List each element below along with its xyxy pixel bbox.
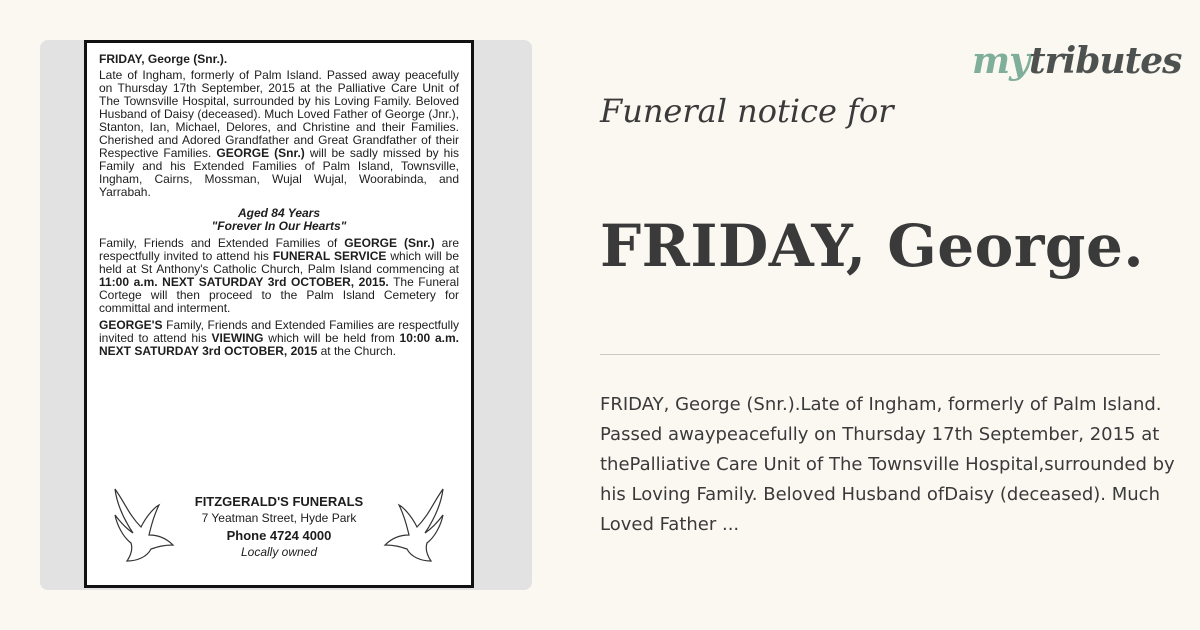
page-subtitle: Funeral notice for bbox=[600, 92, 894, 130]
notice-paragraph-3: GEORGE'S Family, Friends and Extended Families are respectfully invited to attend his VIEWING which will be held from 10:00 a.m. NEXT SATURDAY 3rd OCTOBER, 2015 at the Church. bbox=[99, 318, 459, 358]
deceased-name: FRIDAY, George. bbox=[600, 212, 1145, 280]
notice-quote: "Forever In Our Hearts" bbox=[211, 219, 347, 233]
divider bbox=[600, 354, 1160, 355]
funeral-home-block bbox=[87, 495, 471, 559]
funeral-home-phone: Phone 4724 4000 bbox=[226, 528, 332, 543]
notice-excerpt: FRIDAY, George (Snr.).Late of Ingham, formerly of Palm Island. Passed awaypeacefully on Thursday 17th September, 2015 at thePalliative Care Unit of The Townsville Hospital,surrounded by his Loving Family. Beloved Husband ofDaisy (deceased). Much Loved Father ... bbox=[600, 394, 1175, 535]
mytributes-logo[interactable]: mytributes bbox=[972, 40, 1182, 82]
notice-age-block bbox=[99, 207, 459, 233]
notice-title: FRIDAY, George (Snr.). bbox=[99, 52, 228, 66]
notice-paragraph-2: Family, Friends and Extended Families of GEORGE (Snr.) are respectfully invited to attend his FUNERAL SERVICE which will be held at St Anthony's Catholic Church, Palm Island commencing at 11:00 a.m. NEXT SATURDAY 3rd OCTOBER, 2015. The Funeral Cortege will then proceed to the Palm Island Cemetery for committal and interment. bbox=[99, 236, 460, 315]
notice-paragraph-1: Late of Ingham, formerly of Palm Island. Passed away peacefully on Thursday 17th September, 2015 at the Palliative Care Unit of The Townsville Hospital, surrounded by his Loving Family. Beloved Husband of Daisy (deceased). Much Loved Father of George (Jnr.), Stanton, Ian, Michael, Delores, and Christine and their Families. Cherished and Adored Grandfather and Great Grandfather of their Respective Families. GEORGE (Snr.) will be sadly missed by his Family and his Extended Families of Palm Island, Townsville, Ingham, Cairns, Mossman, Wujal Wujal, Woorabinda, and Yarrabah. bbox=[99, 68, 459, 199]
notice-aged: Aged 84 Years bbox=[237, 206, 321, 220]
funeral-home-name: FITZGERALD'S FUNERALS bbox=[194, 494, 364, 509]
funeral-home-locally-owned: Locally owned bbox=[240, 545, 318, 559]
funeral-notice-clipping bbox=[84, 40, 474, 588]
funeral-home-address: 7 Yeatman Street, Hyde Park bbox=[201, 511, 357, 525]
